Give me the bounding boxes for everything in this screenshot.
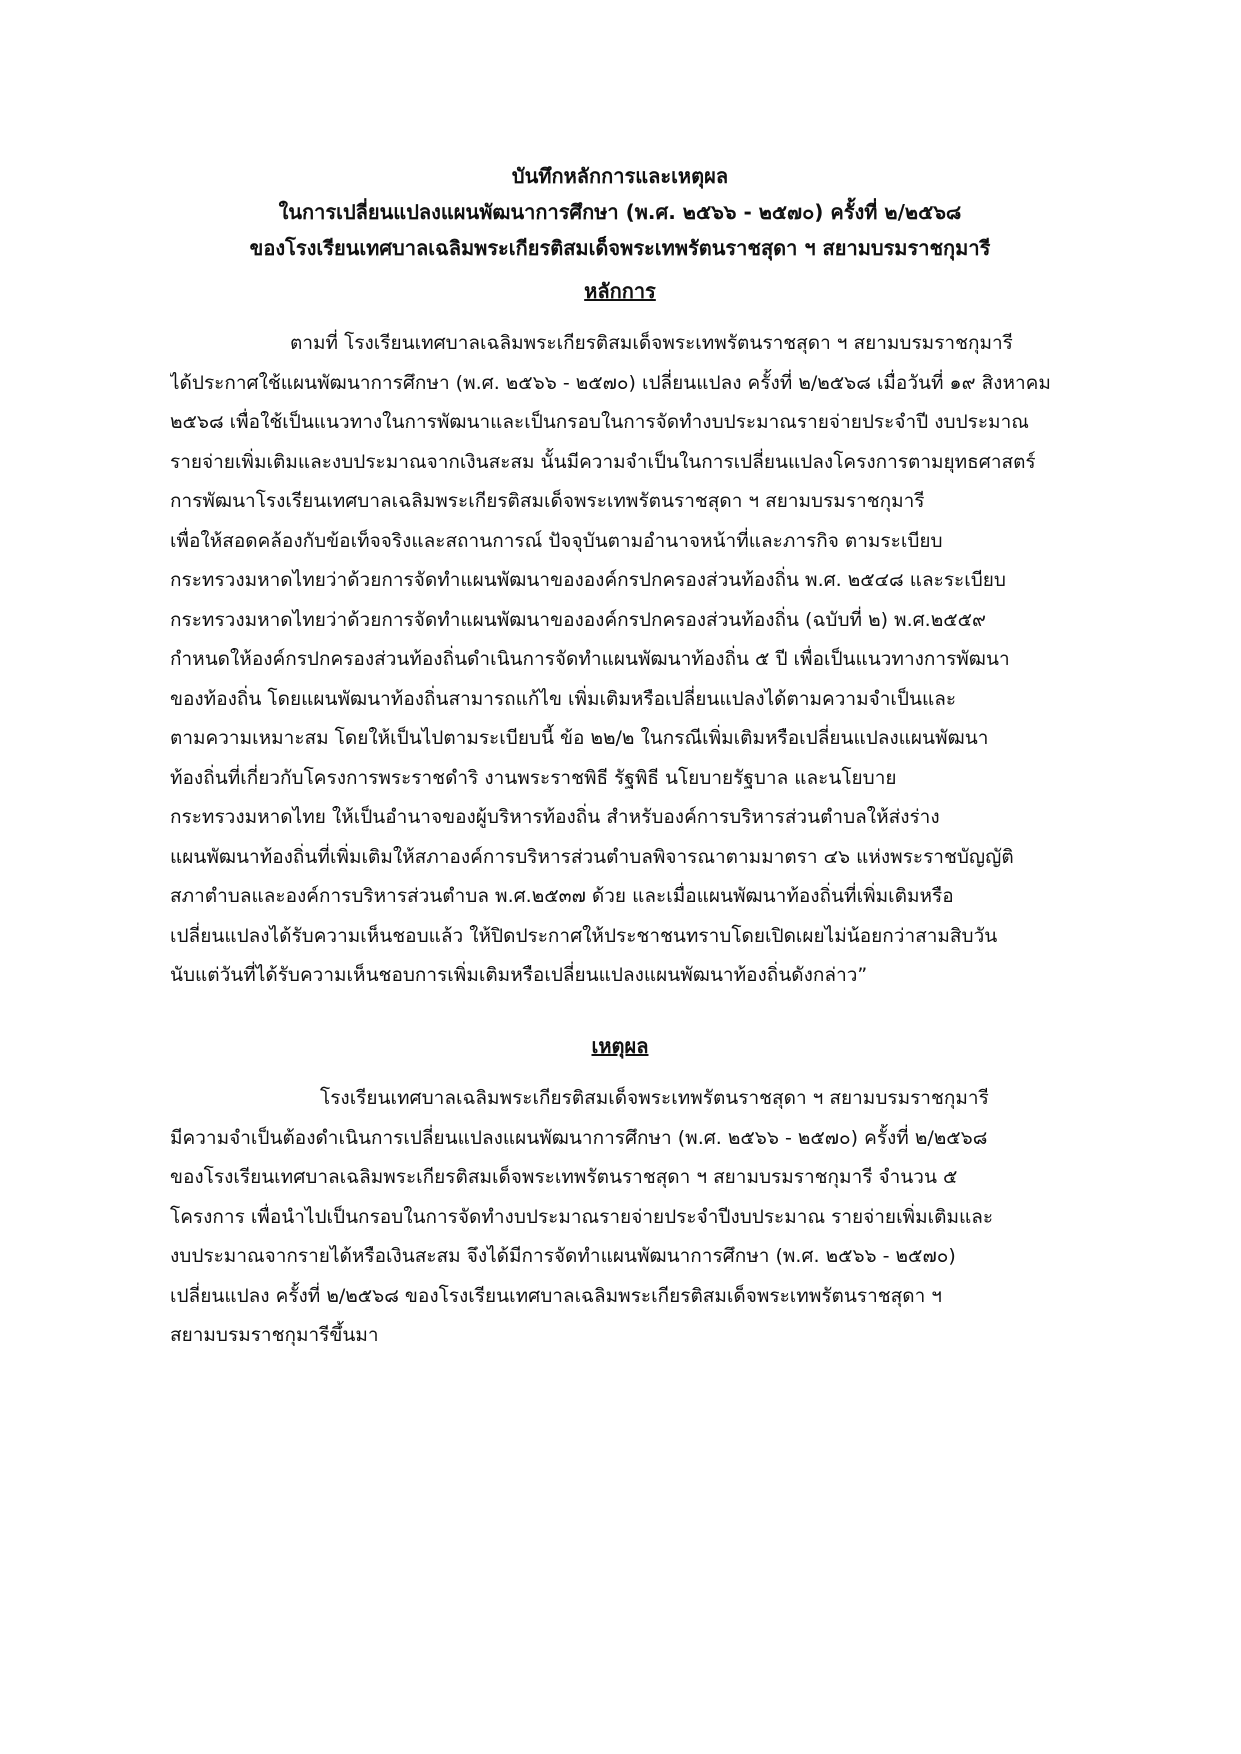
principle-line: ตามที่ โรงเรียนเทศบาลเฉลิมพระเกียรติสมเด็จพระเทพรัตนราชสุดา ฯ สยามบรมราชกุมารี xyxy=(290,332,1013,354)
principle-line: รายจ่ายเพิ่มเติมและงบประมาณจากเงินสะสม นั้นมีความจำเป็นในการเปลี่ยนแปลงโครงการตามยุทธศาสตร์ xyxy=(170,450,1036,473)
principle-line: ของท้องถิ่น โดยแผนพัฒนาท้องถิ่นสามารถแก้ไข เพิ่มเติมหรือเปลี่ยนแปลงได้ตามความจำเป็นและ xyxy=(170,687,957,710)
principle-line: กระทรวงมหาดไทย ให้เป็นอำนาจของผู้บริหารท้องถิ่น สำหรับองค์การบริหารส่วนตำบลให้ส่งร่าง xyxy=(170,806,940,828)
principle-line: แผนพัฒนาท้องถิ่นที่เพิ่มเติมให้สภาองค์การบริหารส่วนตำบลพิจารณาตามมาตรา ๔๖ แห่งพระราชบัญญัติ xyxy=(170,845,1014,868)
principle-line: ได้ประกาศใช้แผนพัฒนาการศึกษา (พ.ศ. ๒๕๖๖ - ๒๕๗๐) เปลี่ยนแปลง ครั้งที่ ๒/๒๕๖๘ เมื่อวันที่ ๑๙ สิงหาคม xyxy=(170,371,1051,394)
reason-heading: เหตุผล xyxy=(591,1034,649,1058)
reason-line: เปลี่ยนแปลง ครั้งที่ ๒/๒๕๖๘ ของโรงเรียนเทศบาลเฉลิมพระเกียรติสมเด็จพระเทพรัตนราชสุดา ฯ xyxy=(170,1284,942,1307)
principle-line: กระทรวงมหาดไทยว่าด้วยการจัดทำแผนพัฒนาขององค์กรปกครองส่วนท้องถิ่น (ฉบับที่ ๒) พ.ศ.๒๕๕๙ xyxy=(170,608,986,631)
reason-paragraph xyxy=(170,1079,1078,1356)
principle-line: ตามความเหมาะสม โดยให้เป็นไปตามระเบียบนี้ ข้อ ๒๒/๒ ในกรณีเพิ่มเติมหรือเปลี่ยนแปลงแผนพัฒนา xyxy=(170,727,989,749)
principle-line: กระทรวงมหาดไทยว่าด้วยการจัดทำแผนพัฒนาขององค์กรปกครองส่วนท้องถิ่น พ.ศ. ๒๕๔๘ และระเบียบ xyxy=(170,569,1006,591)
principle-paragraph xyxy=(170,324,1078,996)
reason-line: โรงเรียนเทศบาลเฉลิมพระเกียรติสมเด็จพระเทพรัตนราชสุดา ฯ สยามบรมราชกุมารี xyxy=(320,1087,989,1109)
principle-line: ๒๕๖๘ เพื่อใช้เป็นแนวทางในการพัฒนาและเป็นกรอบในการจัดทำงบประมาณรายจ่ายประจำปี งบประมาณ xyxy=(170,411,1029,433)
principle-line: กำหนดให้องค์กรปกครองส่วนท้องถิ่นดำเนินการจัดทำแผนพัฒนาท้องถิ่น ๕ ปี เพื่อเป็นแนวทางการพัฒนา xyxy=(170,648,1010,670)
title-line-3: ของโรงเรียนเทศบาลเฉลิมพระเกียรติสมเด็จพระเทพรัตนราชสุดา ฯ สยามบรมราชกุมารี xyxy=(249,236,991,260)
principle-line: ท้องถิ่นที่เกี่ยวกับโครงการพระราชดำริ งานพระราชพิธี รัฐพิธี นโยบายรัฐบาล และนโยบาย xyxy=(170,766,897,789)
principle-line: การพัฒนาโรงเรียนเทศบาลเฉลิมพระเกียรติสมเด็จพระเทพรัตนราชสุดา ฯ สยามบรมราชกุมารี xyxy=(170,490,925,512)
principle-line: เปลี่ยนแปลงได้รับความเห็นชอบแล้ว ให้ปิดประกาศให้ประชาชนทราบโดยเปิดเผยไม่น้อยกว่าสามสิบวัน xyxy=(170,924,998,947)
reason-line: สยามบรมราชกุมารีขึ้นมา xyxy=(170,1324,379,1346)
principle-line: สภาตำบลและองค์การบริหารส่วนตำบล พ.ศ.๒๕๓๗ ด้วย และเมื่อแผนพัฒนาท้องถิ่นที่เพิ่มเติมหรือ xyxy=(170,885,954,907)
principle-line: เพื่อให้สอดคล้องกับข้อเท็จจริงและสถานการณ์ ปัจจุบันตามอำนาจหน้าที่และภารกิจ ตามระเบียบ xyxy=(170,529,943,552)
principle-line: นับแต่วันที่ได้รับความเห็นชอบการเพิ่มเติมหรือเปลี่ยนแปลงแผนพัฒนาท้องถิ่นดังกล่าว” xyxy=(170,964,868,986)
title-line-1: บันทึกหลักการและเหตุผล xyxy=(511,164,729,188)
document-title xyxy=(170,158,1070,266)
reason-line: มีความจำเป็นต้องดำเนินการเปลี่ยนแปลงแผนพัฒนาการศึกษา (พ.ศ. ๒๕๖๖ - ๒๕๗๐) ครั้งที่ ๒/๒๕๖๘ xyxy=(170,1126,988,1149)
principle-heading: หลักการ xyxy=(584,279,656,303)
reason-line: ของโรงเรียนเทศบาลเฉลิมพระเกียรติสมเด็จพระเทพรัตนราชสุดา ฯ สยามบรมราชกุมารี จำนวน ๕ xyxy=(170,1166,958,1188)
reason-line: งบประมาณจากรายได้หรือเงินสะสม จึงได้มีการจัดทำแผนพัฒนาการศึกษา (พ.ศ. ๒๕๖๖ - ๒๕๗๐) xyxy=(170,1245,956,1267)
title-line-2: ในการเปลี่ยนแปลงแผนพัฒนาการศึกษา (พ.ศ. ๒๕๖๖ - ๒๕๗๐) ครั้งที่ ๒/๒๕๖๘ xyxy=(278,200,962,224)
reason-line: โครงการ เพื่อนำไปเป็นกรอบในการจัดทำงบประมาณรายจ่ายประจำปีงบประมาณ รายจ่ายเพิ่มเติมและ xyxy=(170,1205,994,1228)
